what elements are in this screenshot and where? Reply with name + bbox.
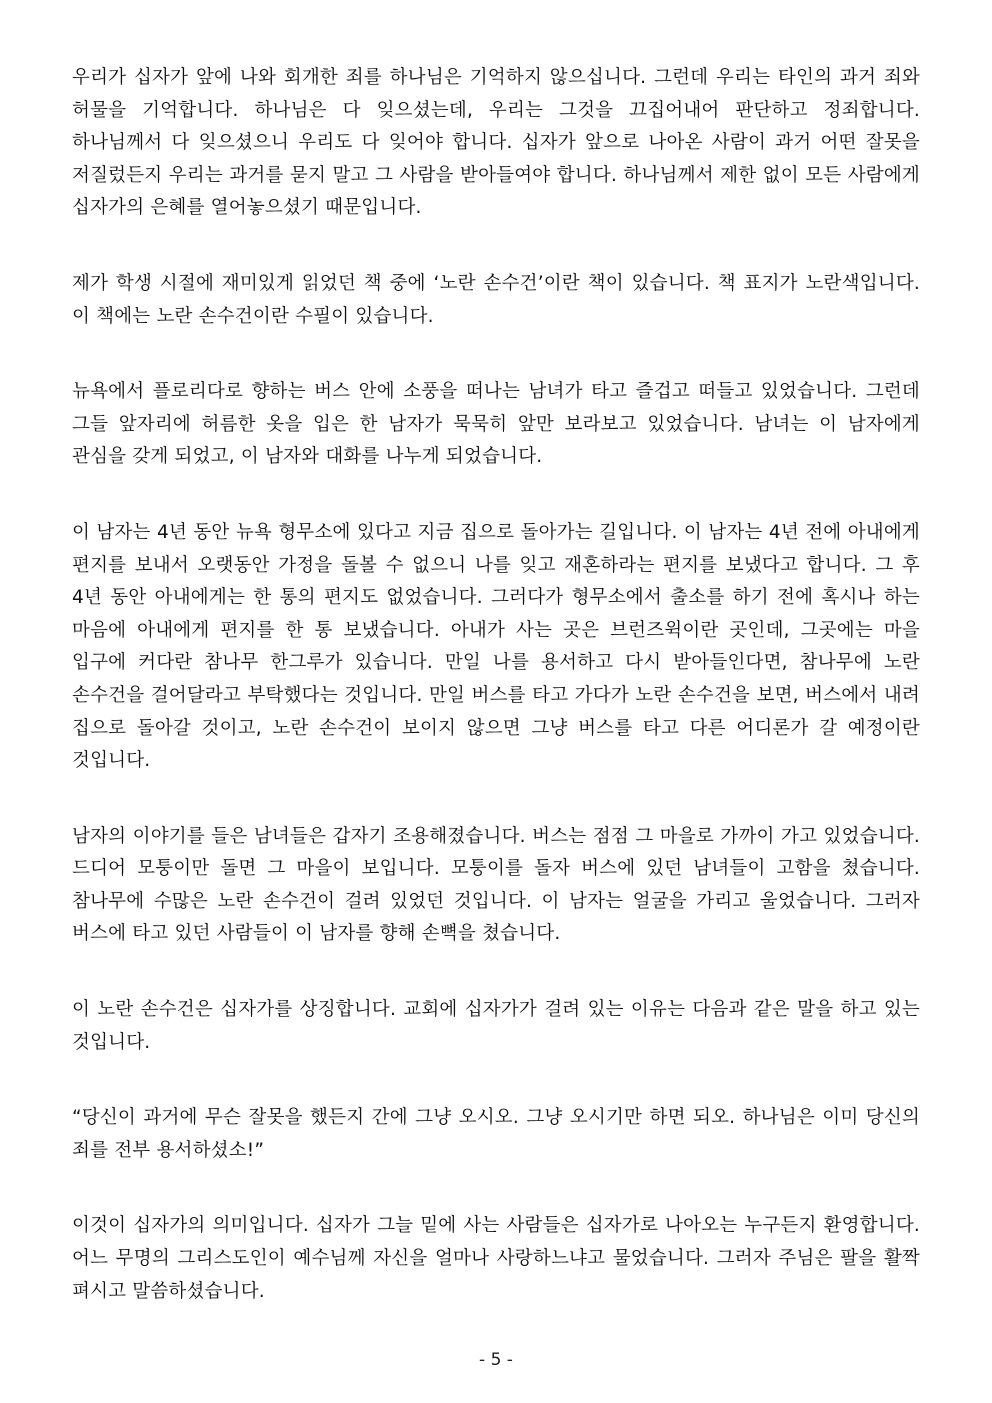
paragraph-8: 이것이 십자가의 의미입니다. 십자가 그늘 밑에 사는 사람들은 십자가로 나아오는 누구든지 환영합니다. 어느 무명의 그리스도인이 예수님께 자신을 얼마나 사랑하느냐고 물었습니다. 그러자 주님은 팔을 활짝 펴시고 말씀하셨습니다. bbox=[72, 1215, 920, 1302]
page-number: - 5 - bbox=[479, 1350, 513, 1370]
paragraph-7-quote: “당신이 과거에 무슨 잘못을 했든지 간에 그냥 오시오. 그냥 오시기만 하면 되오. 하나님은 이미 당신의 죄를 전부 용서하셨소!” bbox=[72, 1107, 920, 1161]
paragraph-4: 이 남자는 4년 동안 뉴욕 형무소에 있다고 지금 집으로 돌아가는 길입니다. 이 남자는 4년 전에 아내에게 편지를 보내서 오랫동안 가정을 돌볼 수 없으니 나를 잊고 재혼하라는 편지를 보냈다고 합니다. 그 후 4년 동안 아내에게는 한 통의 편지도 없었습니다. 그러다가 형무소에서 출소를 하기 전에 혹시나 하는 마음에 아내에게 편지를 한 통 보냈습니다. 아내가 사는 곳은 브런즈윅이란 곳인데, 그곳에는 마을 입구에 커다란 참나무 한그루가 있습니다. 만일 나를 용서하고 다시 받아들인다면, 참나무에 노란 손수건을 걸어달라고 부탁했다는 것입니다. 만일 버스를 타고 가다가 노란 손수건을 보면, 버스에서 내려 집으로 돌아갈 것이고, 노란 손수건이 보이지 않으면 그냥 버스를 타고 다른 어디론가 갈 예정이란 것입니다. bbox=[72, 521, 920, 772]
document-body bbox=[72, 62, 920, 1351]
paragraph-5: 남자의 이야기를 들은 남녀들은 갑자기 조용해졌습니다. 버스는 점점 그 마을로 가까이 가고 있었습니다. 드디어 모퉁이만 돌면 그 마을이 보입니다. 모퉁이를 돌자 버스에 있던 남녀들이 고함을 쳤습니다. 참나무에 수많은 노란 손수건이 걸려 있었던 것입니다. 이 남자는 얼굴을 가리고 울었습니다. 그러자 버스에 타고 있던 사람들이 이 남자를 향해 손뼉을 쳤습니다. bbox=[72, 825, 920, 945]
paragraph-2: 제가 학생 시절에 재미있게 읽었던 책 중에 ‘노란 손수건’이란 책이 있습니다. 책 표지가 노란색입니다. 이 책에는 노란 손수건이란 수필이 있습니다. bbox=[72, 272, 920, 327]
paragraph-1: 우리가 십자가 앞에 나와 회개한 죄를 하나님은 기억하지 않으십니다. 그런데 우리는 타인의 과거 죄와 허물을 기억합니다. 하나님은 다 잊으셨는데, 우리는 그것을 끄집어내어 판단하고 정죄합니다. 하나님께서 다 잊으셨으니 우리도 다 잊어야 합니다. 십자가 앞으로 나아온 사람이 과거 어떤 잘못을 저질렀든지 우리는 과거를 묻지 말고 그 사람을 받아들여야 합니다. 하나님께서 제한 없이 모든 사람에게 십자가의 은혜를 열어놓으셨기 때문입니다. bbox=[72, 67, 920, 219]
paragraph-6: 이 노란 손수건은 십자가를 상징합니다. 교회에 십자가가 걸려 있는 이유는 다음과 같은 말을 하고 있는 것입니다. bbox=[72, 999, 920, 1053]
paragraph-3: 뉴욕에서 플로리다로 향하는 버스 안에 소풍을 떠나는 남녀가 타고 즐겁고 떠들고 있었습니다. 그런데 그들 앞자리에 허름한 옷을 입은 한 남자가 묵묵히 앞만 보라보고 있었습니다. 남녀는 이 남자에게 관심을 갖게 되었고, 이 남자와 대화를 나누게 되었습니다. bbox=[72, 381, 920, 468]
